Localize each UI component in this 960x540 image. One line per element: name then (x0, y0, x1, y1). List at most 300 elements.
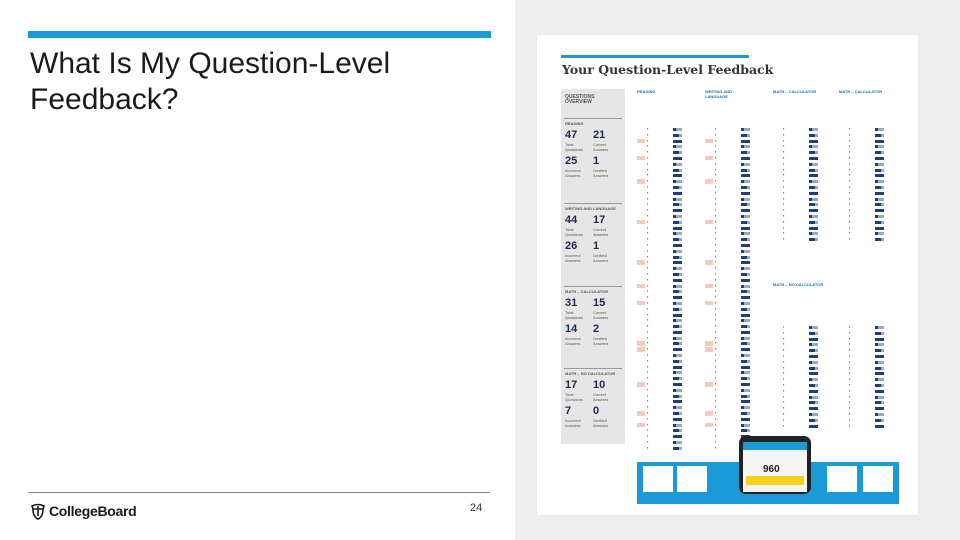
difficulty-bars (741, 267, 750, 270)
answer-mark: ▪ (715, 218, 717, 224)
incorrect-highlight (637, 411, 645, 416)
difficulty-bars (741, 232, 750, 235)
answer-mark: ▪ (849, 137, 851, 143)
difficulty-bars (673, 360, 682, 363)
difficulty-bars (809, 169, 818, 172)
incorrect-highlight (637, 301, 645, 306)
math-no-calc-header: MATH – NO CALCULATOR (773, 282, 824, 287)
incorrect-highlight (705, 301, 713, 306)
difficulty-bars (673, 366, 682, 369)
difficulty-bars (875, 367, 884, 370)
answer-mark: ▪ (849, 189, 851, 195)
answer-mark: ▪ (783, 364, 785, 370)
difficulty-bars (875, 349, 884, 352)
answer-mark: ▪ (647, 149, 649, 155)
difficulty-bars (741, 389, 750, 392)
answer-mark: ▪ (647, 126, 649, 131)
answer-mark: ▪ (715, 381, 717, 387)
answer-mark: ▪ (715, 178, 717, 184)
answer-mark: ▪ (715, 444, 717, 450)
difficulty-bars (741, 169, 750, 172)
answer-mark: ▪ (783, 154, 785, 160)
incorrect-highlight (705, 179, 713, 184)
section-divider (564, 203, 622, 204)
answer-mark: ▪ (849, 154, 851, 160)
answer-mark: ▪ (783, 160, 785, 166)
correct-answers: 17 (593, 214, 606, 226)
answer-mark: ▪ (715, 323, 717, 329)
incorrect-highlight (705, 423, 713, 428)
answer-mark: ▪ (647, 195, 649, 201)
answer-mark: ▪ (647, 421, 649, 427)
difficulty-bars (673, 215, 682, 218)
answer-mark: ▪ (715, 166, 717, 172)
incorrect-highlight (637, 284, 645, 289)
incorrect-highlight (705, 341, 713, 346)
difficulty-bars (741, 140, 750, 143)
difficulty-bars (875, 128, 884, 131)
answer-mark: ▪ (647, 178, 649, 184)
answer-mark: ▪ (647, 172, 649, 178)
omitted-answers: 2 (593, 323, 600, 335)
difficulty-bars (809, 349, 818, 352)
difficulty-bars (673, 203, 682, 206)
difficulty-bars (673, 232, 682, 235)
total-label: Total Questions (565, 310, 584, 320)
incorrect-label: Incorrect Answers (565, 336, 581, 346)
difficulty-bars (809, 209, 818, 212)
page-number: 24 (470, 502, 483, 514)
incorrect-highlight (705, 260, 713, 265)
difficulty-bars (809, 221, 818, 224)
section-divider (564, 286, 622, 287)
omitted-answers: 0 (593, 405, 600, 417)
answer-mark: ▪ (647, 363, 649, 369)
difficulty-bars (673, 209, 682, 212)
answer-mark: ▪ (849, 166, 851, 172)
answer-mark: ▪ (715, 126, 717, 131)
answer-mark: ▪ (715, 201, 717, 207)
difficulty-bars (875, 396, 884, 399)
incorrect-highlight (637, 139, 645, 144)
difficulty-bars (741, 424, 750, 427)
answer-mark: ▪ (715, 305, 717, 311)
answer-mark: ▪ (647, 236, 649, 242)
difficulty-bars (875, 192, 884, 195)
answer-mark: ▪ (849, 212, 851, 218)
difficulty-bars (673, 296, 682, 299)
difficulty-bars (809, 367, 818, 370)
difficulty-bars (875, 332, 884, 335)
slide-title: What Is My Question-Level Feedback? (30, 47, 391, 116)
total-label: Total Questions (565, 142, 584, 152)
difficulty-bars (673, 279, 682, 282)
answer-mark: ▪ (715, 270, 717, 276)
difficulty-bars (673, 400, 682, 403)
difficulty-bars (809, 338, 818, 341)
difficulty-bars (809, 401, 818, 404)
difficulty-bars (875, 169, 884, 172)
answer-mark: ▪ (849, 324, 851, 329)
difficulty-bars (741, 151, 750, 154)
difficulty-bars (741, 180, 750, 183)
difficulty-bars (809, 238, 818, 241)
answer-mark: ▪ (715, 212, 717, 218)
answer-mark: ▪ (647, 259, 649, 265)
difficulty-bars (875, 343, 884, 346)
difficulty-bars (673, 348, 682, 351)
answer-mark: ▪ (647, 160, 649, 166)
difficulty-bars (673, 227, 682, 230)
difficulty-bars (875, 419, 884, 422)
difficulty-bars (875, 401, 884, 404)
difficulty-bars (809, 174, 818, 177)
answer-mark: ▪ (783, 137, 785, 143)
answer-mark: ▪ (647, 131, 649, 137)
incorrect-highlight (637, 382, 645, 387)
answer-mark: ▪ (783, 212, 785, 218)
difficulty-bars (809, 151, 818, 154)
answer-mark: ▪ (647, 357, 649, 363)
phone-link-banner (746, 476, 804, 485)
difficulty-bars (741, 360, 750, 363)
section-divider (564, 368, 622, 369)
difficulty-bars (741, 157, 750, 160)
answer-mark: ▪ (647, 247, 649, 253)
difficulty-bars (673, 424, 682, 427)
report-title: Your Question-Level Feedback (562, 62, 774, 77)
incorrect-highlight (705, 139, 713, 144)
total-questions: 31 (565, 297, 578, 309)
incorrect-answers: 14 (565, 323, 578, 335)
difficulty-bars (673, 140, 682, 143)
difficulty-bars (809, 361, 818, 364)
difficulty-bars (809, 140, 818, 143)
difficulty-bars (741, 308, 750, 311)
difficulty-bars (875, 384, 884, 387)
difficulty-bars (741, 203, 750, 206)
difficulty-bars (673, 244, 682, 247)
difficulty-bars (741, 354, 750, 357)
difficulty-bars (809, 198, 818, 201)
difficulty-bars (741, 377, 750, 380)
incorrect-highlight (637, 341, 645, 346)
answer-mark: ▪ (849, 358, 851, 364)
difficulty-bars (673, 250, 682, 253)
difficulty-bars (741, 250, 750, 253)
phone-screen (743, 442, 807, 492)
total-questions: 17 (565, 379, 578, 391)
answer-mark: ▪ (783, 335, 785, 341)
difficulty-bars (875, 151, 884, 154)
total-label: Total Questions (565, 227, 584, 237)
difficulty-bars (741, 256, 750, 259)
answer-mark: ▪ (715, 253, 717, 259)
total-questions: 47 (565, 129, 578, 141)
answer-mark: ▪ (647, 276, 649, 282)
difficulty-bars (741, 325, 750, 328)
answer-mark: ▪ (647, 352, 649, 358)
difficulty-bars (673, 441, 682, 444)
difficulty-bars (673, 325, 682, 328)
answer-mark: ▪ (647, 282, 649, 288)
correct-answers: 21 (593, 129, 606, 141)
phone-score: 960 (763, 464, 780, 475)
answer-mark: ▪ (647, 183, 649, 189)
answer-mark: ▪ (715, 317, 717, 323)
answer-mark: ▪ (647, 294, 649, 300)
difficulty-bars (875, 372, 884, 375)
difficulty-bars (809, 215, 818, 218)
difficulty-bars (673, 302, 682, 305)
answer-mark: ▪ (783, 352, 785, 358)
answer-mark: ▪ (849, 416, 851, 422)
difficulty-bars (673, 342, 682, 345)
difficulty-bars (809, 134, 818, 137)
incorrect-highlight (637, 220, 645, 225)
answer-mark: ▪ (715, 131, 717, 137)
answer-mark: ▪ (783, 381, 785, 387)
total-label: Total Questions (565, 392, 584, 402)
answer-mark: ▪ (647, 288, 649, 294)
answer-mark: ▪ (647, 415, 649, 421)
acorn-logo-icon (30, 503, 46, 520)
omitted-label: Omitted Answers (593, 168, 609, 178)
answer-mark: ▪ (783, 126, 785, 131)
difficulty-bars (673, 145, 682, 148)
difficulty-bars (875, 232, 884, 235)
difficulty-bars (741, 273, 750, 276)
answer-mark: ▪ (715, 265, 717, 271)
answer-mark: ▪ (849, 201, 851, 207)
answer-mark: ▪ (647, 427, 649, 433)
difficulty-bars (741, 429, 750, 432)
difficulty-bars (809, 332, 818, 335)
answer-mark: ▪ (849, 364, 851, 370)
answer-mark: ▪ (647, 241, 649, 247)
difficulty-bars (673, 198, 682, 201)
answer-mark: ▪ (783, 236, 785, 242)
questions-overview-panel (561, 89, 625, 444)
answer-mark: ▪ (783, 422, 785, 428)
answer-mark: ▪ (715, 294, 717, 300)
difficulty-bars (741, 192, 750, 195)
answer-mark: ▪ (715, 276, 717, 282)
answer-mark: ▪ (715, 439, 717, 445)
difficulty-bars (741, 134, 750, 137)
answer-mark: ▪ (783, 416, 785, 422)
difficulty-bars (809, 355, 818, 358)
difficulty-bars (875, 221, 884, 224)
correct-label: Correct Answers (593, 142, 609, 152)
difficulty-bars (875, 163, 884, 166)
answer-mark: ▪ (715, 340, 717, 346)
difficulty-bars (875, 180, 884, 183)
omitted-answers: 1 (593, 155, 600, 167)
difficulty-bars (673, 406, 682, 409)
answer-mark: ▪ (783, 329, 785, 335)
difficulty-bars (673, 389, 682, 392)
difficulty-bars (741, 285, 750, 288)
difficulty-bars (673, 354, 682, 357)
footer-box (827, 466, 857, 492)
difficulty-bars (673, 314, 682, 317)
answer-mark: ▪ (783, 230, 785, 236)
difficulty-bars (875, 378, 884, 381)
answer-mark: ▪ (715, 357, 717, 363)
incorrect-highlight (637, 179, 645, 184)
difficulty-bars (741, 418, 750, 421)
difficulty-bars (673, 261, 682, 264)
difficulty-bars (875, 390, 884, 393)
answer-mark: ▪ (849, 329, 851, 335)
answer-mark: ▪ (783, 393, 785, 399)
answer-mark: ▪ (849, 410, 851, 416)
answer-mark: ▪ (647, 386, 649, 392)
incorrect-highlight (705, 411, 713, 416)
answer-mark: ▪ (715, 392, 717, 398)
answer-mark: ▪ (647, 305, 649, 311)
incorrect-answers: 7 (565, 405, 572, 417)
omitted-label: Omitted Answers (593, 336, 609, 346)
answer-mark: ▪ (783, 183, 785, 189)
difficulty-bars (741, 366, 750, 369)
difficulty-bars (809, 145, 818, 148)
incorrect-highlight (637, 156, 645, 161)
math-calc-column-header-2: MATH – CALCULATOR (839, 89, 883, 94)
answer-mark: ▪ (783, 166, 785, 172)
omitted-label: Omitted Answers (593, 253, 609, 263)
footer-box (863, 466, 893, 492)
difficulty-bars (741, 406, 750, 409)
difficulty-bars (673, 418, 682, 421)
incorrect-label: Incorrect Answers (565, 253, 581, 263)
difficulty-bars (875, 174, 884, 177)
difficulty-bars (875, 157, 884, 160)
difficulty-bars (673, 192, 682, 195)
incorrect-highlight (637, 260, 645, 265)
difficulty-bars (875, 186, 884, 189)
difficulty-bars (741, 198, 750, 201)
title-accent-bar (28, 31, 491, 38)
answer-mark: ▪ (849, 172, 851, 178)
answer-mark: ▪ (849, 126, 851, 131)
incorrect-label: Incorrect Answers (565, 418, 581, 428)
difficulty-bars (875, 215, 884, 218)
difficulty-bars (741, 186, 750, 189)
difficulty-bars (741, 227, 750, 230)
math-calc-column-header: MATH – CALCULATOR (773, 89, 817, 94)
difficulty-bars (809, 128, 818, 131)
answer-mark: ▪ (715, 189, 717, 195)
answer-mark: ▪ (849, 218, 851, 224)
difficulty-bars (741, 290, 750, 293)
difficulty-bars (809, 390, 818, 393)
difficulty-bars (809, 372, 818, 375)
answer-mark: ▪ (849, 399, 851, 405)
correct-answers: 10 (593, 379, 606, 391)
answer-mark: ▪ (647, 201, 649, 207)
difficulty-bars (673, 163, 682, 166)
answer-mark: ▪ (715, 149, 717, 155)
answer-mark: ▪ (647, 253, 649, 259)
report-title-bar (561, 55, 749, 58)
answer-mark: ▪ (647, 270, 649, 276)
answer-mark: ▪ (715, 288, 717, 294)
answer-mark: ▪ (783, 358, 785, 364)
answer-mark: ▪ (849, 376, 851, 382)
difficulty-bars (741, 331, 750, 334)
answer-mark: ▪ (715, 375, 717, 381)
difficulty-bars (741, 279, 750, 282)
difficulty-bars (875, 203, 884, 206)
difficulty-bars (673, 371, 682, 374)
answer-mark: ▪ (849, 347, 851, 353)
answer-mark: ▪ (647, 334, 649, 340)
difficulty-bars (875, 238, 884, 241)
answer-mark: ▪ (715, 241, 717, 247)
answer-mark: ▪ (715, 415, 717, 421)
difficulty-bars (673, 256, 682, 259)
answer-mark: ▪ (849, 149, 851, 155)
correct-answers: 15 (593, 297, 606, 309)
answer-mark: ▪ (715, 369, 717, 375)
section-label: MATH – NO CALCULATOR (565, 371, 616, 376)
answer-mark: ▪ (715, 172, 717, 178)
section-label: WRITING AND LANGUAGE (565, 206, 616, 211)
difficulty-bars (809, 384, 818, 387)
difficulty-bars (673, 134, 682, 137)
difficulty-bars (673, 447, 682, 450)
difficulty-bars (741, 342, 750, 345)
answer-mark: ▪ (783, 399, 785, 405)
difficulty-bars (741, 302, 750, 305)
answer-mark: ▪ (849, 207, 851, 213)
section-label: READING (565, 121, 584, 126)
answer-mark: ▪ (849, 393, 851, 399)
difficulty-bars (741, 337, 750, 340)
difficulty-bars (875, 209, 884, 212)
phone-header-bar (743, 442, 807, 450)
incorrect-answers: 25 (565, 155, 578, 167)
difficulty-bars (875, 361, 884, 364)
answer-mark: ▪ (849, 160, 851, 166)
answer-mark: ▪ (647, 398, 649, 404)
difficulty-bars (673, 308, 682, 311)
overview-heading: QUESTIONS OVERVIEW (565, 94, 595, 105)
correct-label: Correct Answers (593, 227, 609, 237)
answer-mark: ▪ (783, 387, 785, 393)
answer-mark: ▪ (849, 405, 851, 411)
difficulty-bars (809, 419, 818, 422)
answer-mark: ▪ (715, 183, 717, 189)
difficulty-bars (875, 140, 884, 143)
difficulty-bars (809, 163, 818, 166)
difficulty-bars (875, 338, 884, 341)
answer-mark: ▪ (715, 207, 717, 213)
difficulty-bars (741, 215, 750, 218)
difficulty-bars (741, 296, 750, 299)
incorrect-answers: 26 (565, 240, 578, 252)
answer-mark: ▪ (715, 160, 717, 166)
incorrect-highlight (705, 284, 713, 289)
answer-mark: ▪ (715, 427, 717, 433)
incorrect-highlight (637, 423, 645, 428)
answer-mark: ▪ (647, 317, 649, 323)
difficulty-bars (673, 221, 682, 224)
omitted-label: Omitted Answers (593, 418, 609, 428)
answer-mark: ▪ (783, 370, 785, 376)
